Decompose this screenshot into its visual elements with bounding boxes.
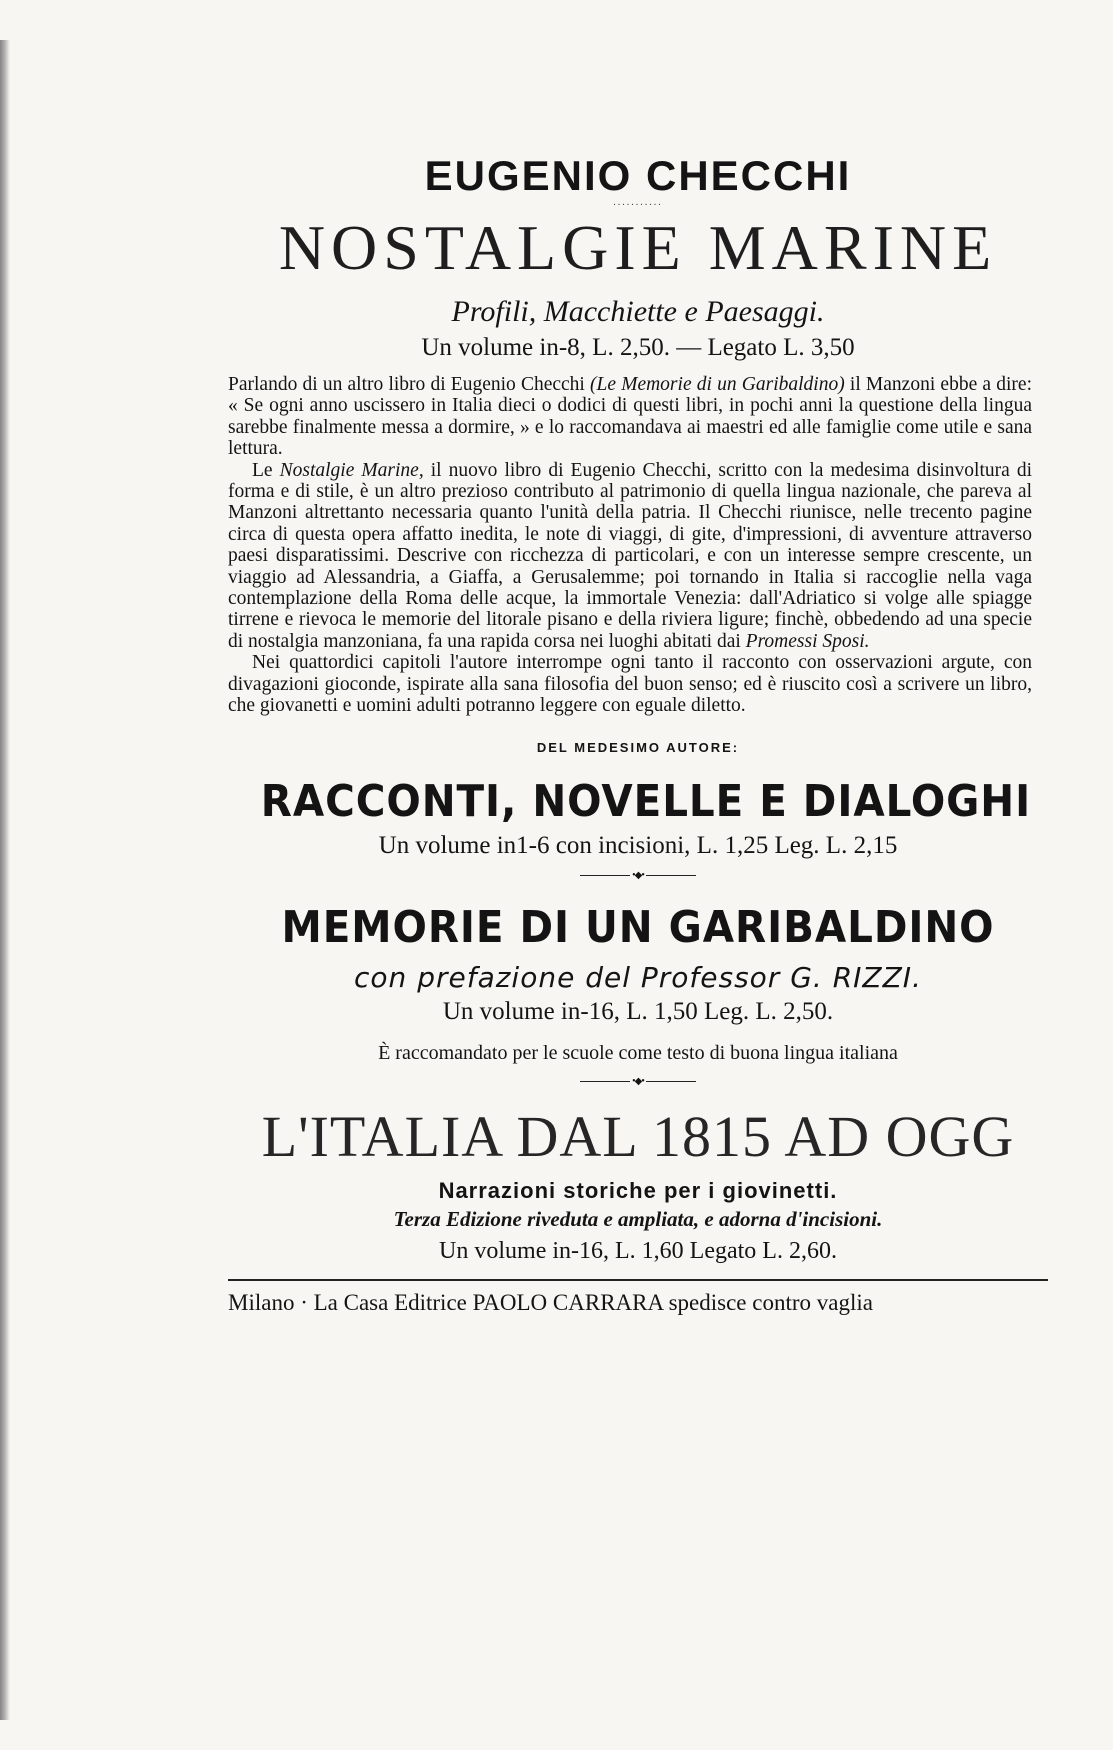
divider-bar <box>646 875 696 877</box>
divider-glyph: •◆• <box>632 870 644 881</box>
book-price-line: Un volume in-8, L. 2,50. — Legato L. 3,50 <box>421 334 855 361</box>
p1-text-a: Parlando di un altro libro di Eugenio Checchi <box>228 374 591 395</box>
same-author-heading: DEL MEDESIMO AUTORE: <box>536 739 740 755</box>
p1-text-b: il Manzoni ebbe a dire: « Se ogni anno uscissero in Italia dieci o dodici di questi libri, in pochi anni la questione della lingua sarebbe finalmente messa a dormire, » e lo raccomandava ai maestri ed alle famiglie come utile e sana lettura. <box>228 374 1032 460</box>
publisher-footer: Milano · La Casa Editrice PAOLO CARRARA spedisce contro vaglia <box>228 1289 873 1315</box>
book-subtitle: Profili, Macchiette e Paesaggi. <box>451 295 825 328</box>
book-title-italia: L'ITALIA DAL 1815 AD OGG <box>261 1103 1015 1169</box>
divider-bar <box>580 875 630 877</box>
book-title-racconti: RACCONTI, NOVELLE E DIALOGHI <box>260 775 1032 827</box>
book-title-memorie: MEMORIE DI UN GARIBALDINO <box>281 901 995 953</box>
book-title-nostalgie: NOSTALGIE MARINE <box>278 212 998 283</box>
p2-emphasis-2: Promessi Sposi. <box>745 630 870 652</box>
racconti-price-line: Un volume in1-6 con incisioni, L. 1,25 Leg. L. 2,15 <box>378 831 898 859</box>
divider-glyph: •◆• <box>632 1076 644 1087</box>
memorie-recommendation: È raccomandato per le scuole come testo di buona lingua italiana <box>378 1041 898 1064</box>
italia-edition: Terza Edizione riveduta e ampliata, e adorna d'incisioni. <box>393 1206 883 1231</box>
italia-subtitle: Narrazioni storiche per i giovinetti. <box>438 1177 838 1203</box>
divider-bar <box>646 1081 696 1083</box>
divider-ornament <box>228 869 1048 883</box>
memorie-price-line: Un volume in-16, L. 1,50 Leg. L. 2,50. <box>442 997 834 1025</box>
paragraph-2 <box>228 460 1032 653</box>
header <box>228 150 1048 364</box>
divider-bar <box>580 1081 630 1083</box>
paragraph-3: Nei quattordici capitoli l'autore interrompe ogni tanto il racconto con osservazioni argute, con divagazioni gioconde, ispirate alla sana filosofia del buon senso; ed è riuscito così a scrivere un libro, che giovanetti e uomini adulti potranno leggere con eguale diletto. <box>228 652 1032 717</box>
page-scan-edge <box>0 40 10 1720</box>
footer-rule <box>228 1279 1048 1281</box>
p2-text-a: Le <box>252 459 280 481</box>
book-description <box>228 374 1048 717</box>
paragraph-1 <box>228 374 1032 460</box>
italia-price-line: Un volume in-16, L. 1,60 Legato L. 2,60. <box>439 1237 837 1264</box>
p2-text-b: il nuovo libro di Eugenio Checchi, scritto con la medesima disinvoltura di forma e di stile, è un altro prezioso contributo al patrimonio di quella lingua nazionale, che pareva al Manzoni altrettanto necessaria quanto l'unità della patria. Il Checchi riunisce, nelle trecento pagine circa di questa opera affatto inedita, le note di viaggi, di gite, d'impressioni, di avventure attraverso paesi disparatissimi. Descrive con ricchezza di particolari, e con un interesse sempre crescente, un viaggio ad Alessandria, a Giaffa, a Gerusalemme; poi tornando in Italia si raccoglie nella vaga contemplazione della Roma delle acque, la immortale Venezia: dall'Adriatico si volge alle spiagge tirrene e rievoca le memorie del litorale pisano e della riviera ligure; finchè, obbedendo ad una specie di nostalgia manzoniana, fa una rapida corsa nei luoghi abitati dai <box>228 459 1032 652</box>
memorie-preface: con prefazione del Professor G. RIZZI. <box>354 960 922 994</box>
p1-emphasis: (Le Memorie di un Garibaldino) <box>590 374 845 395</box>
advertisement-content <box>228 150 1048 1319</box>
divider-ornament <box>228 1075 1048 1089</box>
p2-emphasis: Nostalgie Marine, <box>279 459 424 481</box>
book-racconti <box>228 775 1048 883</box>
author-name: EUGENIO CHECCHI <box>424 152 852 199</box>
decorative-dots: ........... <box>613 197 663 208</box>
book-italia <box>228 1103 1048 1267</box>
book-memorie <box>228 901 1048 1089</box>
